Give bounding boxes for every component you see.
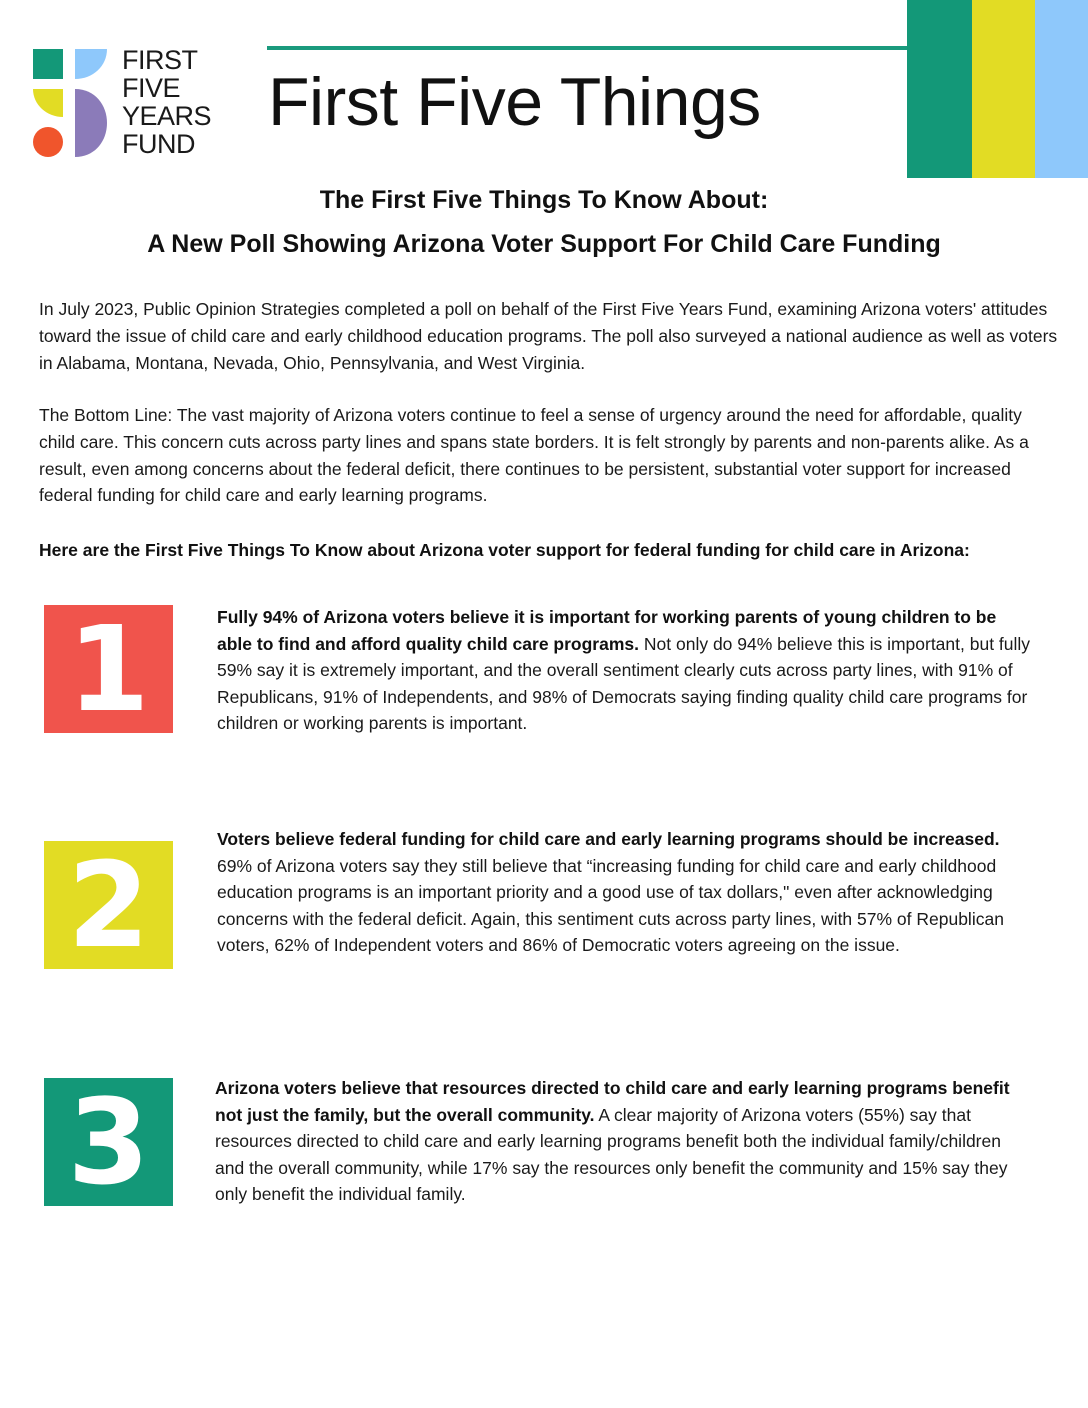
- decorative-stripe-blue: [1035, 0, 1088, 178]
- number-badge-label: 3: [67, 1073, 150, 1211]
- number-badge-1: [44, 600, 173, 738]
- item-heading: Fully 94% of Arizona voters believe it is important for working parents of young children to be able to find and afford quality child care programs.: [217, 607, 997, 654]
- logo-line: FUND: [122, 129, 195, 159]
- logo-line: FIVE: [122, 73, 181, 103]
- document-subtitle: The First Five Things To Know About:: [319, 186, 769, 214]
- number-badge-2: [44, 836, 173, 974]
- ffyf-logo-icon: [33, 49, 109, 159]
- logo-wordmark: [122, 47, 211, 159]
- list-item: [217, 604, 1032, 737]
- document-headline: A New Poll Showing Arizona Voter Support For Child Care Funding: [147, 230, 941, 258]
- item-heading: Arizona voters believe that resources directed to child care and early learning programs benefit not just the family, but the overall community.: [215, 1078, 1010, 1125]
- item-body: 69% of Arizona voters say they still believe that “increasing funding for child care and early childhood education programs is an important priority and a good use of tax dollars," even after acknowledging concerns with the federal deficit. Again, this sentiment cuts across party lines, with 57% of Republican voters, 62% of Independent voters and 86% of Democratic voters agreeing on the issue.: [217, 855, 1004, 956]
- header-rule: [267, 46, 907, 50]
- number-badge-label: 1: [67, 600, 150, 738]
- bottom-line-paragraph: The Bottom Line: The vast majority of Arizona voters continue to feel a sense of urgency around the need for affordable, quality child care. This concern cuts across party lines and spans state borders. It is felt strongly by parents and non-parents alike. As a result, even among concerns about the federal deficit, there continues to be persistent, substantial voter support for increased federal funding for child care and early learning programs.: [39, 405, 1029, 506]
- decorative-stripe-yellow: [972, 0, 1035, 178]
- intro-paragraph: In July 2023, Public Opinion Strategies completed a poll on behalf of the First Five Years Fund, examining Arizona voters' attitudes toward the issue of child care and early childhood education programs. The poll also surveyed a national audience as well as voters in Alabama, Montana, Nevada, Ohio, Pennsylvania, and West Virginia.: [39, 299, 1058, 373]
- number-badge-label: 2: [67, 836, 150, 974]
- list-lead-in: Here are the First Five Things To Know about Arizona voter support for federal funding for child care in Arizona:: [39, 540, 970, 560]
- number-badge-3: [44, 1073, 173, 1211]
- list-item: [215, 1075, 1030, 1208]
- item-heading: Voters believe federal funding for child care and early learning programs should be increased.: [217, 829, 1000, 849]
- page-title: First Five Things: [268, 64, 761, 140]
- item-body: Not only do 94% believe this is important, but fully 59% say it is extremely important, and the overall sentiment clearly cuts across party lines, with 91% of Republicans, 91% of Independents, and 98% of Democrats saying finding quality child care programs for children or working parents is important.: [217, 633, 1031, 734]
- decorative-stripe-green: [907, 0, 972, 178]
- item-body: A clear majority of Arizona voters (55%) say that resources directed to child care and early learning programs benefit both the individual family/children and the overall community, while 17% say the resources only benefit the community and 15% say they only benefit the individual family.: [215, 1104, 1008, 1205]
- logo-line: YEARS: [122, 101, 212, 131]
- list-item: [217, 826, 1032, 959]
- logo-line: FIRST: [122, 45, 198, 75]
